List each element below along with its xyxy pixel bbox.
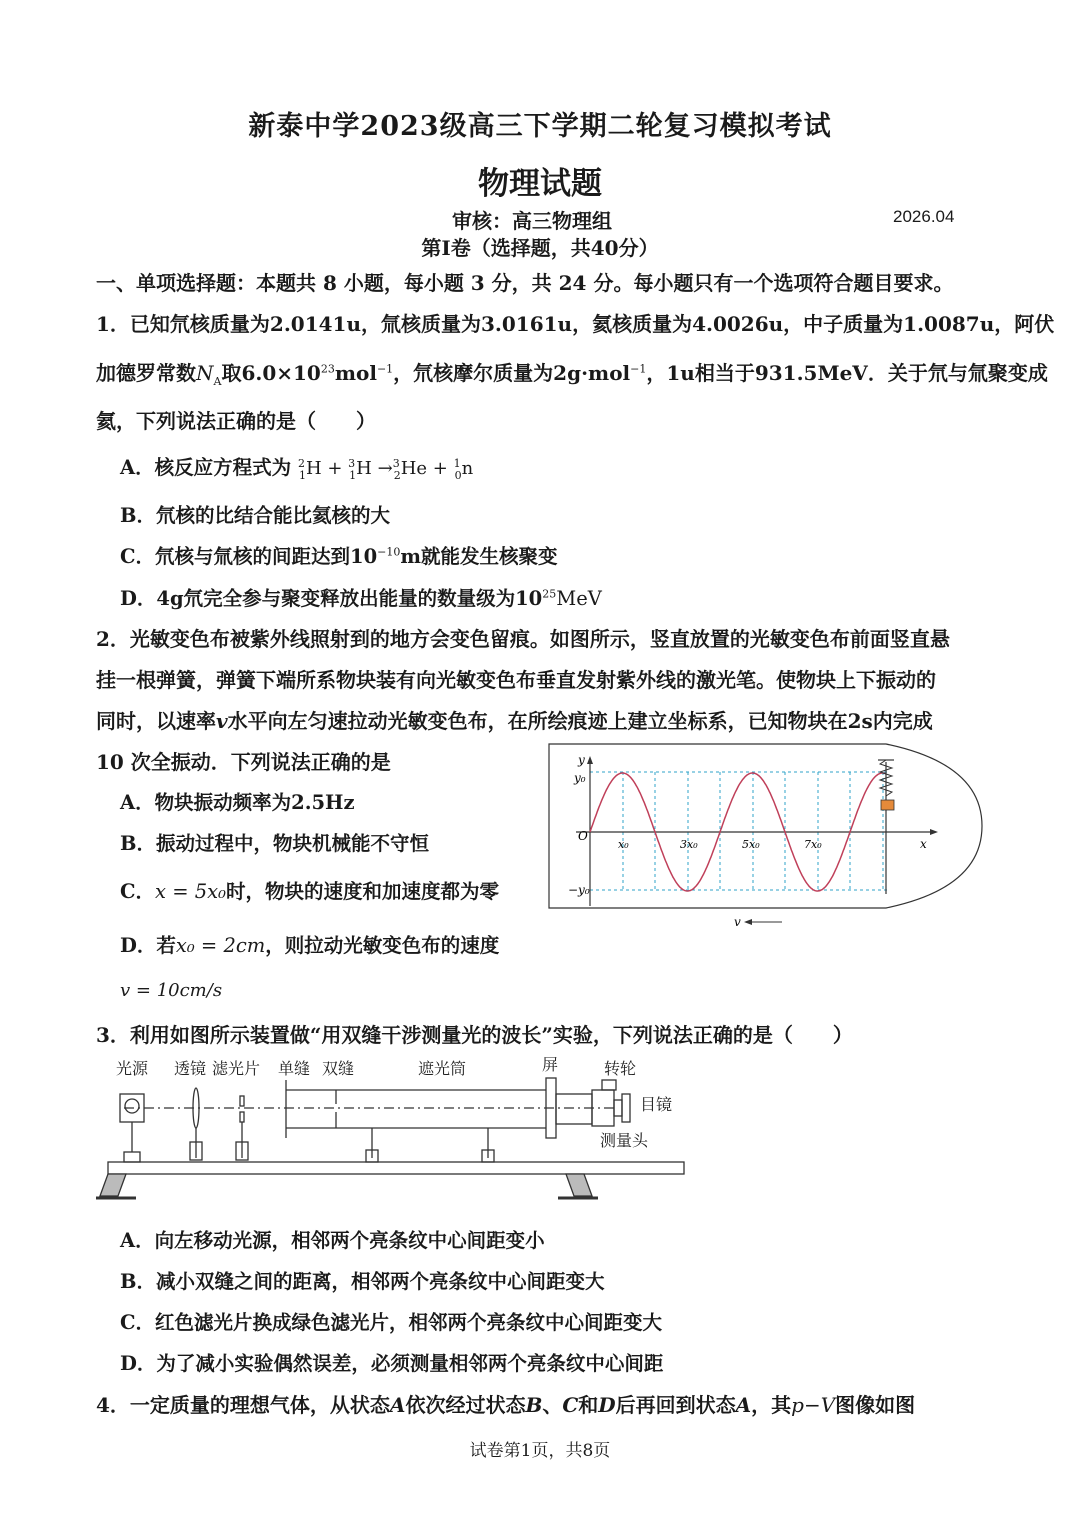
label-wheel: 转轮 <box>604 1059 637 1078</box>
tick-3x0: 3x₀ <box>680 838 698 851</box>
dashed-guides <box>590 772 888 890</box>
q2-option-a: A．物块振动频率为2.5Hz <box>120 791 355 814</box>
origin-label: O <box>578 829 588 843</box>
block-icon <box>881 800 894 810</box>
eyepiece-icon <box>622 1094 630 1122</box>
label-filter: 滤光片 <box>212 1059 261 1078</box>
q3-option-d: D．为了减小实验偶然误差，必须测量相邻两个亮条纹中心间距 <box>120 1352 664 1375</box>
tick-5x0: 5x₀ <box>742 838 760 851</box>
page-footer: 试卷第1页，共8页 <box>469 1441 611 1461</box>
exam-subtitle: 物理试题 <box>478 166 602 202</box>
label-eyepiece: 目镜 <box>640 1095 673 1114</box>
filter-icon <box>240 1096 244 1106</box>
double-slit-apparatus <box>96 1050 726 1212</box>
label-measuring-head: 测量头 <box>600 1131 649 1150</box>
q3-option-b: B．减小双缝之间的距离，相邻两个亮条纹中心间距变大 <box>120 1270 605 1293</box>
q3-option-c: C．红色滤光片换成绿色滤光片，相邻两个亮条纹中心间距变大 <box>120 1311 663 1334</box>
tick-7x0: 7x₀ <box>804 838 822 851</box>
q3-line1: 3．利用如图所示装置做“用双缝干涉测量光的波长”实验，下列说法正确的是（ ） <box>96 1023 853 1047</box>
bulb-icon <box>125 1099 139 1113</box>
x-axis-label: x <box>920 837 927 851</box>
velocity-label: v <box>734 915 741 929</box>
q2-option-c: C．x = 5x₀时，物块的速度和加速度都为零 <box>120 880 500 903</box>
exam-title: 新泰中学2023级高三下学期二轮复习模拟考试 <box>248 111 832 142</box>
label-screen: 屏 <box>542 1055 559 1074</box>
q1-line2: 加德罗常数$N_A$取$6.0\times 10^{23}mol^{-1}$，氘核摩尔质量为2g·mol$^{-1}$，1u相当于931.5MeV．关于氘与氚聚变成 <box>96 361 1048 388</box>
q1-option-c: C．氘核与氚核的间距达到$10^{-10}m$就能发生核聚变 <box>120 545 558 568</box>
q2-option-d: D．若x₀ = 2cm，则拉动光敏变色布的速度 <box>120 934 500 957</box>
q1-option-a: A．核反应方程式为 $^2_1$H + $^3_1$H →$^3_2$He + $^1_0$n <box>120 456 474 482</box>
q4-line1: 4．一定质量的理想气体，从状态A依次经过状态B、C和D后再回到状态A，其p−V图像如图 <box>96 1393 916 1417</box>
label-lens: 透镜 <box>174 1059 207 1078</box>
reviewer-label: 审核：高三物理组 <box>452 209 612 233</box>
q2-option-d-cont: v = 10cm/s <box>120 980 223 1001</box>
part-heading: 第Ⅰ卷（选择题，共40分） <box>421 236 659 260</box>
y-axis-label: y <box>578 753 585 767</box>
cloth-outline <box>549 744 982 908</box>
q2-line1: 2．光敏变色布被紫外线照射到的地方会变色留痕。如图所示，竖直放置的光敏变色布前面竖直悬 <box>96 627 950 651</box>
q2-line2: 挂一根弹簧，弹簧下端所系物块装有向光敏变色布垂直发射紫外线的激光笔。使物块上下振动的 <box>96 668 936 692</box>
label-double-slit: 双缝 <box>322 1059 355 1078</box>
label-tube: 遮光筒 <box>418 1059 467 1078</box>
oscillation-figure <box>548 742 984 932</box>
q2-line4: 10 次全振动．下列说法正确的是 <box>96 750 391 774</box>
y0-label: y₀ <box>574 771 586 785</box>
q2-line3: 同时，以速率v水平向左匀速拉动光敏变色布，在所绘痕迹上建立坐标系，已知物块在2s内完成 <box>96 709 933 733</box>
q1-line3: 氦，下列说法正确的是（ ） <box>96 409 376 433</box>
q2-option-b: B．振动过程中，物块机械能不守恒 <box>120 832 429 855</box>
exam-date: 2026.04 <box>893 207 955 226</box>
nuclear-equation: $^2_1$H + $^3_1$H →$^3_2$He + $^1_0$n <box>297 457 474 482</box>
q3-option-a: A．向左移动光源，相邻两个亮条纹中心间距变小 <box>120 1229 545 1252</box>
q1-option-b: B．氘核的比结合能比氦核的大 <box>120 504 390 527</box>
q1-line1: 1．已知氘核质量为2.0141u，氚核质量为3.0161u，氦核质量为4.0026u，中子质量为1.0087u，阿伏 <box>96 312 1055 336</box>
neg-y0-label: −y₀ <box>568 883 590 897</box>
optical-rail <box>108 1162 684 1174</box>
section-heading: 一、单项选择题：本题共 8 小题，每小题 3 分，共 24 分。每小题只有一个选项符合题目要求。 <box>96 271 954 295</box>
label-light-source: 光源 <box>116 1059 149 1078</box>
q1-option-d: D．4g氘完全参与聚变释放出能量的数量级为$10^{25}MeV$ <box>120 587 602 610</box>
tick-x0: x₀ <box>618 838 629 851</box>
wheel-icon <box>602 1080 616 1090</box>
label-single-slit: 单缝 <box>278 1059 311 1078</box>
